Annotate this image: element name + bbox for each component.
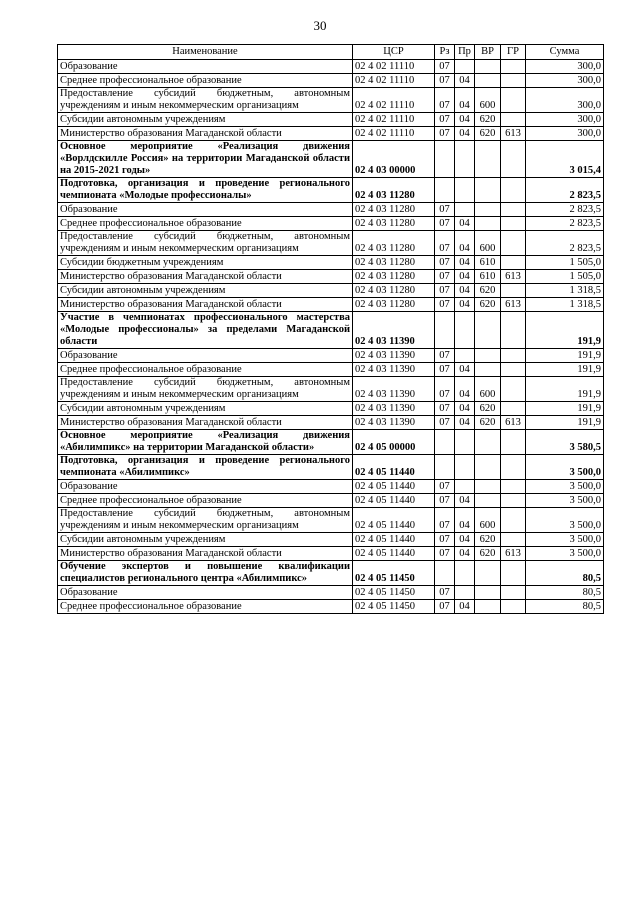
cell-pr: 04 — [455, 217, 475, 231]
cell-rz: 07 — [435, 349, 455, 363]
cell-gr — [501, 402, 526, 416]
cell-pr — [455, 480, 475, 494]
cell-rz: 07 — [435, 270, 455, 284]
cell-name: Образование — [58, 203, 353, 217]
table-row — [58, 231, 604, 256]
cell-rz: 07 — [435, 547, 455, 561]
cell-rz: 07 — [435, 217, 455, 231]
header-vr: ВР — [475, 45, 501, 60]
cell-vr: 600 — [475, 508, 501, 533]
cell-gr — [501, 312, 526, 349]
cell-vr — [475, 74, 501, 88]
table-body — [58, 60, 604, 614]
cell-name: Образование — [58, 60, 353, 74]
cell-name: Среднее профессиональное образование — [58, 74, 353, 88]
cell-gr — [501, 74, 526, 88]
cell-csr: 02 4 03 11280 — [353, 298, 435, 312]
cell-name: Среднее профессиональное образование — [58, 217, 353, 231]
cell-pr: 04 — [455, 298, 475, 312]
cell-sum: 300,0 — [526, 60, 604, 74]
cell-pr: 04 — [455, 284, 475, 298]
table-row — [58, 494, 604, 508]
table-row — [58, 430, 604, 455]
cell-name: Основное мероприятие «Реализация движения «Абилимпикс» на территории Магаданской области» — [58, 430, 353, 455]
cell-rz: 07 — [435, 494, 455, 508]
cell-vr: 620 — [475, 416, 501, 430]
cell-rz: 07 — [435, 74, 455, 88]
cell-rz — [435, 430, 455, 455]
cell-name: Субсидии автономным учреждениям — [58, 533, 353, 547]
cell-gr — [501, 141, 526, 178]
cell-sum: 2 823,5 — [526, 203, 604, 217]
cell-sum: 1 505,0 — [526, 270, 604, 284]
cell-gr: 613 — [501, 416, 526, 430]
cell-rz: 07 — [435, 402, 455, 416]
table-row — [58, 547, 604, 561]
cell-gr — [501, 586, 526, 600]
cell-pr — [455, 430, 475, 455]
cell-sum: 300,0 — [526, 74, 604, 88]
cell-rz: 07 — [435, 533, 455, 547]
cell-gr — [501, 363, 526, 377]
cell-pr: 04 — [455, 113, 475, 127]
cell-csr: 02 4 05 00000 — [353, 430, 435, 455]
cell-pr: 04 — [455, 363, 475, 377]
header-sum: Сумма — [526, 45, 604, 60]
cell-sum: 80,5 — [526, 600, 604, 614]
cell-pr: 04 — [455, 256, 475, 270]
cell-pr: 04 — [455, 270, 475, 284]
cell-sum: 3 500,0 — [526, 547, 604, 561]
cell-csr: 02 4 03 11280 — [353, 217, 435, 231]
cell-rz: 07 — [435, 377, 455, 402]
cell-gr: 613 — [501, 270, 526, 284]
cell-csr: 02 4 05 11440 — [353, 480, 435, 494]
cell-name: Обучение экспертов и повышение квалификации специалистов регионального центра «Абилимпикс» — [58, 561, 353, 586]
cell-vr — [475, 312, 501, 349]
cell-name: Субсидии бюджетным учреждениям — [58, 256, 353, 270]
cell-vr: 600 — [475, 231, 501, 256]
cell-vr — [475, 178, 501, 203]
table-row — [58, 88, 604, 113]
cell-sum: 300,0 — [526, 113, 604, 127]
cell-pr — [455, 178, 475, 203]
cell-vr — [475, 141, 501, 178]
cell-rz: 07 — [435, 203, 455, 217]
table-row — [58, 586, 604, 600]
cell-name: Образование — [58, 349, 353, 363]
cell-gr: 613 — [501, 547, 526, 561]
table-row — [58, 284, 604, 298]
cell-sum: 2 823,5 — [526, 178, 604, 203]
table-row — [58, 60, 604, 74]
cell-rz: 07 — [435, 600, 455, 614]
cell-pr: 04 — [455, 74, 475, 88]
cell-gr — [501, 561, 526, 586]
cell-sum: 1 318,5 — [526, 298, 604, 312]
cell-rz: 07 — [435, 508, 455, 533]
cell-sum: 3 580,5 — [526, 430, 604, 455]
cell-csr: 02 4 03 11390 — [353, 377, 435, 402]
cell-csr: 02 4 03 11280 — [353, 270, 435, 284]
cell-vr: 600 — [475, 88, 501, 113]
cell-name: Образование — [58, 586, 353, 600]
cell-pr: 04 — [455, 547, 475, 561]
cell-sum: 80,5 — [526, 561, 604, 586]
cell-gr — [501, 349, 526, 363]
cell-vr — [475, 480, 501, 494]
cell-name: Предоставление субсидий бюджетным, автономным учреждениям и иным некоммерческим организациям — [58, 88, 353, 113]
cell-gr — [501, 256, 526, 270]
cell-csr: 02 4 02 11110 — [353, 74, 435, 88]
table-row — [58, 508, 604, 533]
cell-gr — [501, 231, 526, 256]
cell-gr — [501, 203, 526, 217]
cell-gr — [501, 217, 526, 231]
cell-csr: 02 4 03 11280 — [353, 231, 435, 256]
cell-sum: 191,9 — [526, 349, 604, 363]
table-row — [58, 533, 604, 547]
cell-vr — [475, 349, 501, 363]
cell-csr: 02 4 02 11110 — [353, 60, 435, 74]
table-row — [58, 455, 604, 480]
cell-vr — [475, 217, 501, 231]
cell-pr: 04 — [455, 416, 475, 430]
cell-vr: 610 — [475, 256, 501, 270]
cell-gr — [501, 377, 526, 402]
cell-csr: 02 4 03 11280 — [353, 178, 435, 203]
cell-sum: 191,9 — [526, 312, 604, 349]
cell-csr: 02 4 05 11440 — [353, 455, 435, 480]
cell-sum: 1 505,0 — [526, 256, 604, 270]
cell-pr: 04 — [455, 88, 475, 113]
cell-csr: 02 4 03 11280 — [353, 256, 435, 270]
cell-name: Основное мероприятие «Реализация движения «Ворлдскилле Россия» на территории Магаданской области на 2015-2021 годы» — [58, 141, 353, 178]
header-name: Наименование — [58, 45, 353, 60]
cell-pr — [455, 60, 475, 74]
table-row — [58, 203, 604, 217]
cell-gr — [501, 508, 526, 533]
cell-vr: 620 — [475, 113, 501, 127]
table-row — [58, 217, 604, 231]
cell-rz: 07 — [435, 480, 455, 494]
cell-pr: 04 — [455, 600, 475, 614]
cell-sum: 3 015,4 — [526, 141, 604, 178]
table-row — [58, 402, 604, 416]
cell-rz: 07 — [435, 88, 455, 113]
cell-name: Министерство образования Магаданской области — [58, 298, 353, 312]
table-row — [58, 312, 604, 349]
cell-sum: 191,9 — [526, 402, 604, 416]
cell-sum: 3 500,0 — [526, 455, 604, 480]
cell-name: Предоставление субсидий бюджетным, автономным учреждениям и иным некоммерческим организациям — [58, 231, 353, 256]
table-row — [58, 349, 604, 363]
cell-name: Среднее профессиональное образование — [58, 494, 353, 508]
cell-vr — [475, 60, 501, 74]
cell-vr: 620 — [475, 533, 501, 547]
cell-pr: 04 — [455, 402, 475, 416]
table-row — [58, 270, 604, 284]
cell-name: Среднее профессиональное образование — [58, 363, 353, 377]
table-row — [58, 480, 604, 494]
cell-csr: 02 4 05 11440 — [353, 533, 435, 547]
cell-csr: 02 4 02 11110 — [353, 127, 435, 141]
table-row — [58, 256, 604, 270]
cell-pr — [455, 203, 475, 217]
cell-csr: 02 4 03 00000 — [353, 141, 435, 178]
cell-gr: 613 — [501, 298, 526, 312]
cell-vr — [475, 600, 501, 614]
table-row — [58, 416, 604, 430]
cell-sum: 1 318,5 — [526, 284, 604, 298]
cell-vr — [475, 430, 501, 455]
cell-csr: 02 4 03 11390 — [353, 312, 435, 349]
cell-csr: 02 4 03 11280 — [353, 203, 435, 217]
cell-name: Министерство образования Магаданской области — [58, 547, 353, 561]
table-row — [58, 178, 604, 203]
table-row — [58, 141, 604, 178]
cell-gr — [501, 600, 526, 614]
cell-csr: 02 4 02 11110 — [353, 88, 435, 113]
cell-sum: 3 500,0 — [526, 533, 604, 547]
cell-csr: 02 4 05 11450 — [353, 561, 435, 586]
cell-name: Министерство образования Магаданской области — [58, 127, 353, 141]
cell-gr — [501, 533, 526, 547]
cell-rz: 07 — [435, 416, 455, 430]
cell-csr: 02 4 05 11440 — [353, 508, 435, 533]
cell-name: Подготовка, организация и проведение регионального чемпионата «Молодые профессионалы» — [58, 178, 353, 203]
cell-csr: 02 4 05 11440 — [353, 494, 435, 508]
cell-csr: 02 4 05 11440 — [353, 547, 435, 561]
cell-name: Участие в чемпионатах профессионального мастерства «Молодые профессионалы» за пределами Магаданской области — [58, 312, 353, 349]
cell-sum: 191,9 — [526, 363, 604, 377]
budget-table — [57, 44, 604, 614]
cell-name: Предоставление субсидий бюджетным, автономным учреждениям и иным некоммерческим организациям — [58, 377, 353, 402]
header-csr: ЦСР — [353, 45, 435, 60]
cell-rz: 07 — [435, 298, 455, 312]
cell-vr — [475, 586, 501, 600]
cell-pr — [455, 141, 475, 178]
cell-name: Субсидии автономным учреждениям — [58, 402, 353, 416]
table-row — [58, 600, 604, 614]
table-row — [58, 127, 604, 141]
cell-vr: 620 — [475, 298, 501, 312]
cell-rz — [435, 455, 455, 480]
cell-rz: 07 — [435, 231, 455, 256]
cell-vr — [475, 363, 501, 377]
cell-sum: 191,9 — [526, 416, 604, 430]
cell-rz — [435, 178, 455, 203]
cell-vr — [475, 203, 501, 217]
cell-pr: 04 — [455, 508, 475, 533]
cell-vr — [475, 494, 501, 508]
cell-vr: 620 — [475, 284, 501, 298]
cell-pr: 04 — [455, 494, 475, 508]
cell-csr: 02 4 05 11450 — [353, 586, 435, 600]
header-pr: Пр — [455, 45, 475, 60]
cell-name: Образование — [58, 480, 353, 494]
cell-name: Субсидии автономным учреждениям — [58, 284, 353, 298]
cell-name: Среднее профессиональное образование — [58, 600, 353, 614]
cell-sum: 3 500,0 — [526, 480, 604, 494]
cell-vr: 610 — [475, 270, 501, 284]
cell-pr: 04 — [455, 533, 475, 547]
table-header-row — [58, 45, 604, 60]
cell-gr — [501, 113, 526, 127]
cell-csr: 02 4 03 11390 — [353, 416, 435, 430]
cell-csr: 02 4 05 11450 — [353, 600, 435, 614]
cell-sum: 2 823,5 — [526, 217, 604, 231]
header-rz: Рз — [435, 45, 455, 60]
cell-csr: 02 4 03 11390 — [353, 349, 435, 363]
table-row — [58, 298, 604, 312]
table-row — [58, 113, 604, 127]
cell-rz: 07 — [435, 60, 455, 74]
cell-sum: 300,0 — [526, 88, 604, 113]
table-row — [58, 363, 604, 377]
cell-sum: 191,9 — [526, 377, 604, 402]
cell-gr — [501, 88, 526, 113]
cell-pr: 04 — [455, 231, 475, 256]
cell-rz: 07 — [435, 363, 455, 377]
cell-rz: 07 — [435, 113, 455, 127]
table-row — [58, 74, 604, 88]
cell-pr — [455, 586, 475, 600]
cell-sum: 3 500,0 — [526, 508, 604, 533]
header-gr: ГР — [501, 45, 526, 60]
cell-rz: 07 — [435, 256, 455, 270]
cell-pr — [455, 349, 475, 363]
cell-pr — [455, 455, 475, 480]
cell-sum: 300,0 — [526, 127, 604, 141]
cell-rz — [435, 561, 455, 586]
cell-rz — [435, 141, 455, 178]
table-row — [58, 377, 604, 402]
cell-vr — [475, 561, 501, 586]
cell-pr — [455, 312, 475, 349]
cell-rz: 07 — [435, 127, 455, 141]
cell-name: Предоставление субсидий бюджетным, автономным учреждениям и иным некоммерческим организациям — [58, 508, 353, 533]
cell-pr: 04 — [455, 377, 475, 402]
cell-gr — [501, 455, 526, 480]
cell-name: Подготовка, организация и проведение регионального чемпионата «Абилимпикс» — [58, 455, 353, 480]
cell-sum: 80,5 — [526, 586, 604, 600]
page-number: 30 — [313, 18, 327, 33]
cell-csr: 02 4 03 11390 — [353, 402, 435, 416]
cell-vr: 620 — [475, 402, 501, 416]
cell-pr: 04 — [455, 127, 475, 141]
cell-csr: 02 4 03 11390 — [353, 363, 435, 377]
cell-rz: 07 — [435, 284, 455, 298]
cell-vr — [475, 455, 501, 480]
cell-gr — [501, 60, 526, 74]
cell-sum: 2 823,5 — [526, 231, 604, 256]
cell-gr: 613 — [501, 127, 526, 141]
cell-rz: 07 — [435, 586, 455, 600]
cell-name: Министерство образования Магаданской области — [58, 416, 353, 430]
cell-gr — [501, 430, 526, 455]
cell-gr — [501, 480, 526, 494]
cell-gr — [501, 284, 526, 298]
cell-vr: 620 — [475, 127, 501, 141]
cell-sum: 3 500,0 — [526, 494, 604, 508]
cell-gr — [501, 494, 526, 508]
cell-rz — [435, 312, 455, 349]
table-row — [58, 561, 604, 586]
cell-name: Субсидии автономным учреждениям — [58, 113, 353, 127]
cell-csr: 02 4 02 11110 — [353, 113, 435, 127]
cell-vr: 600 — [475, 377, 501, 402]
cell-csr: 02 4 03 11280 — [353, 284, 435, 298]
cell-name: Министерство образования Магаданской области — [58, 270, 353, 284]
cell-gr — [501, 178, 526, 203]
cell-vr: 620 — [475, 547, 501, 561]
cell-pr — [455, 561, 475, 586]
